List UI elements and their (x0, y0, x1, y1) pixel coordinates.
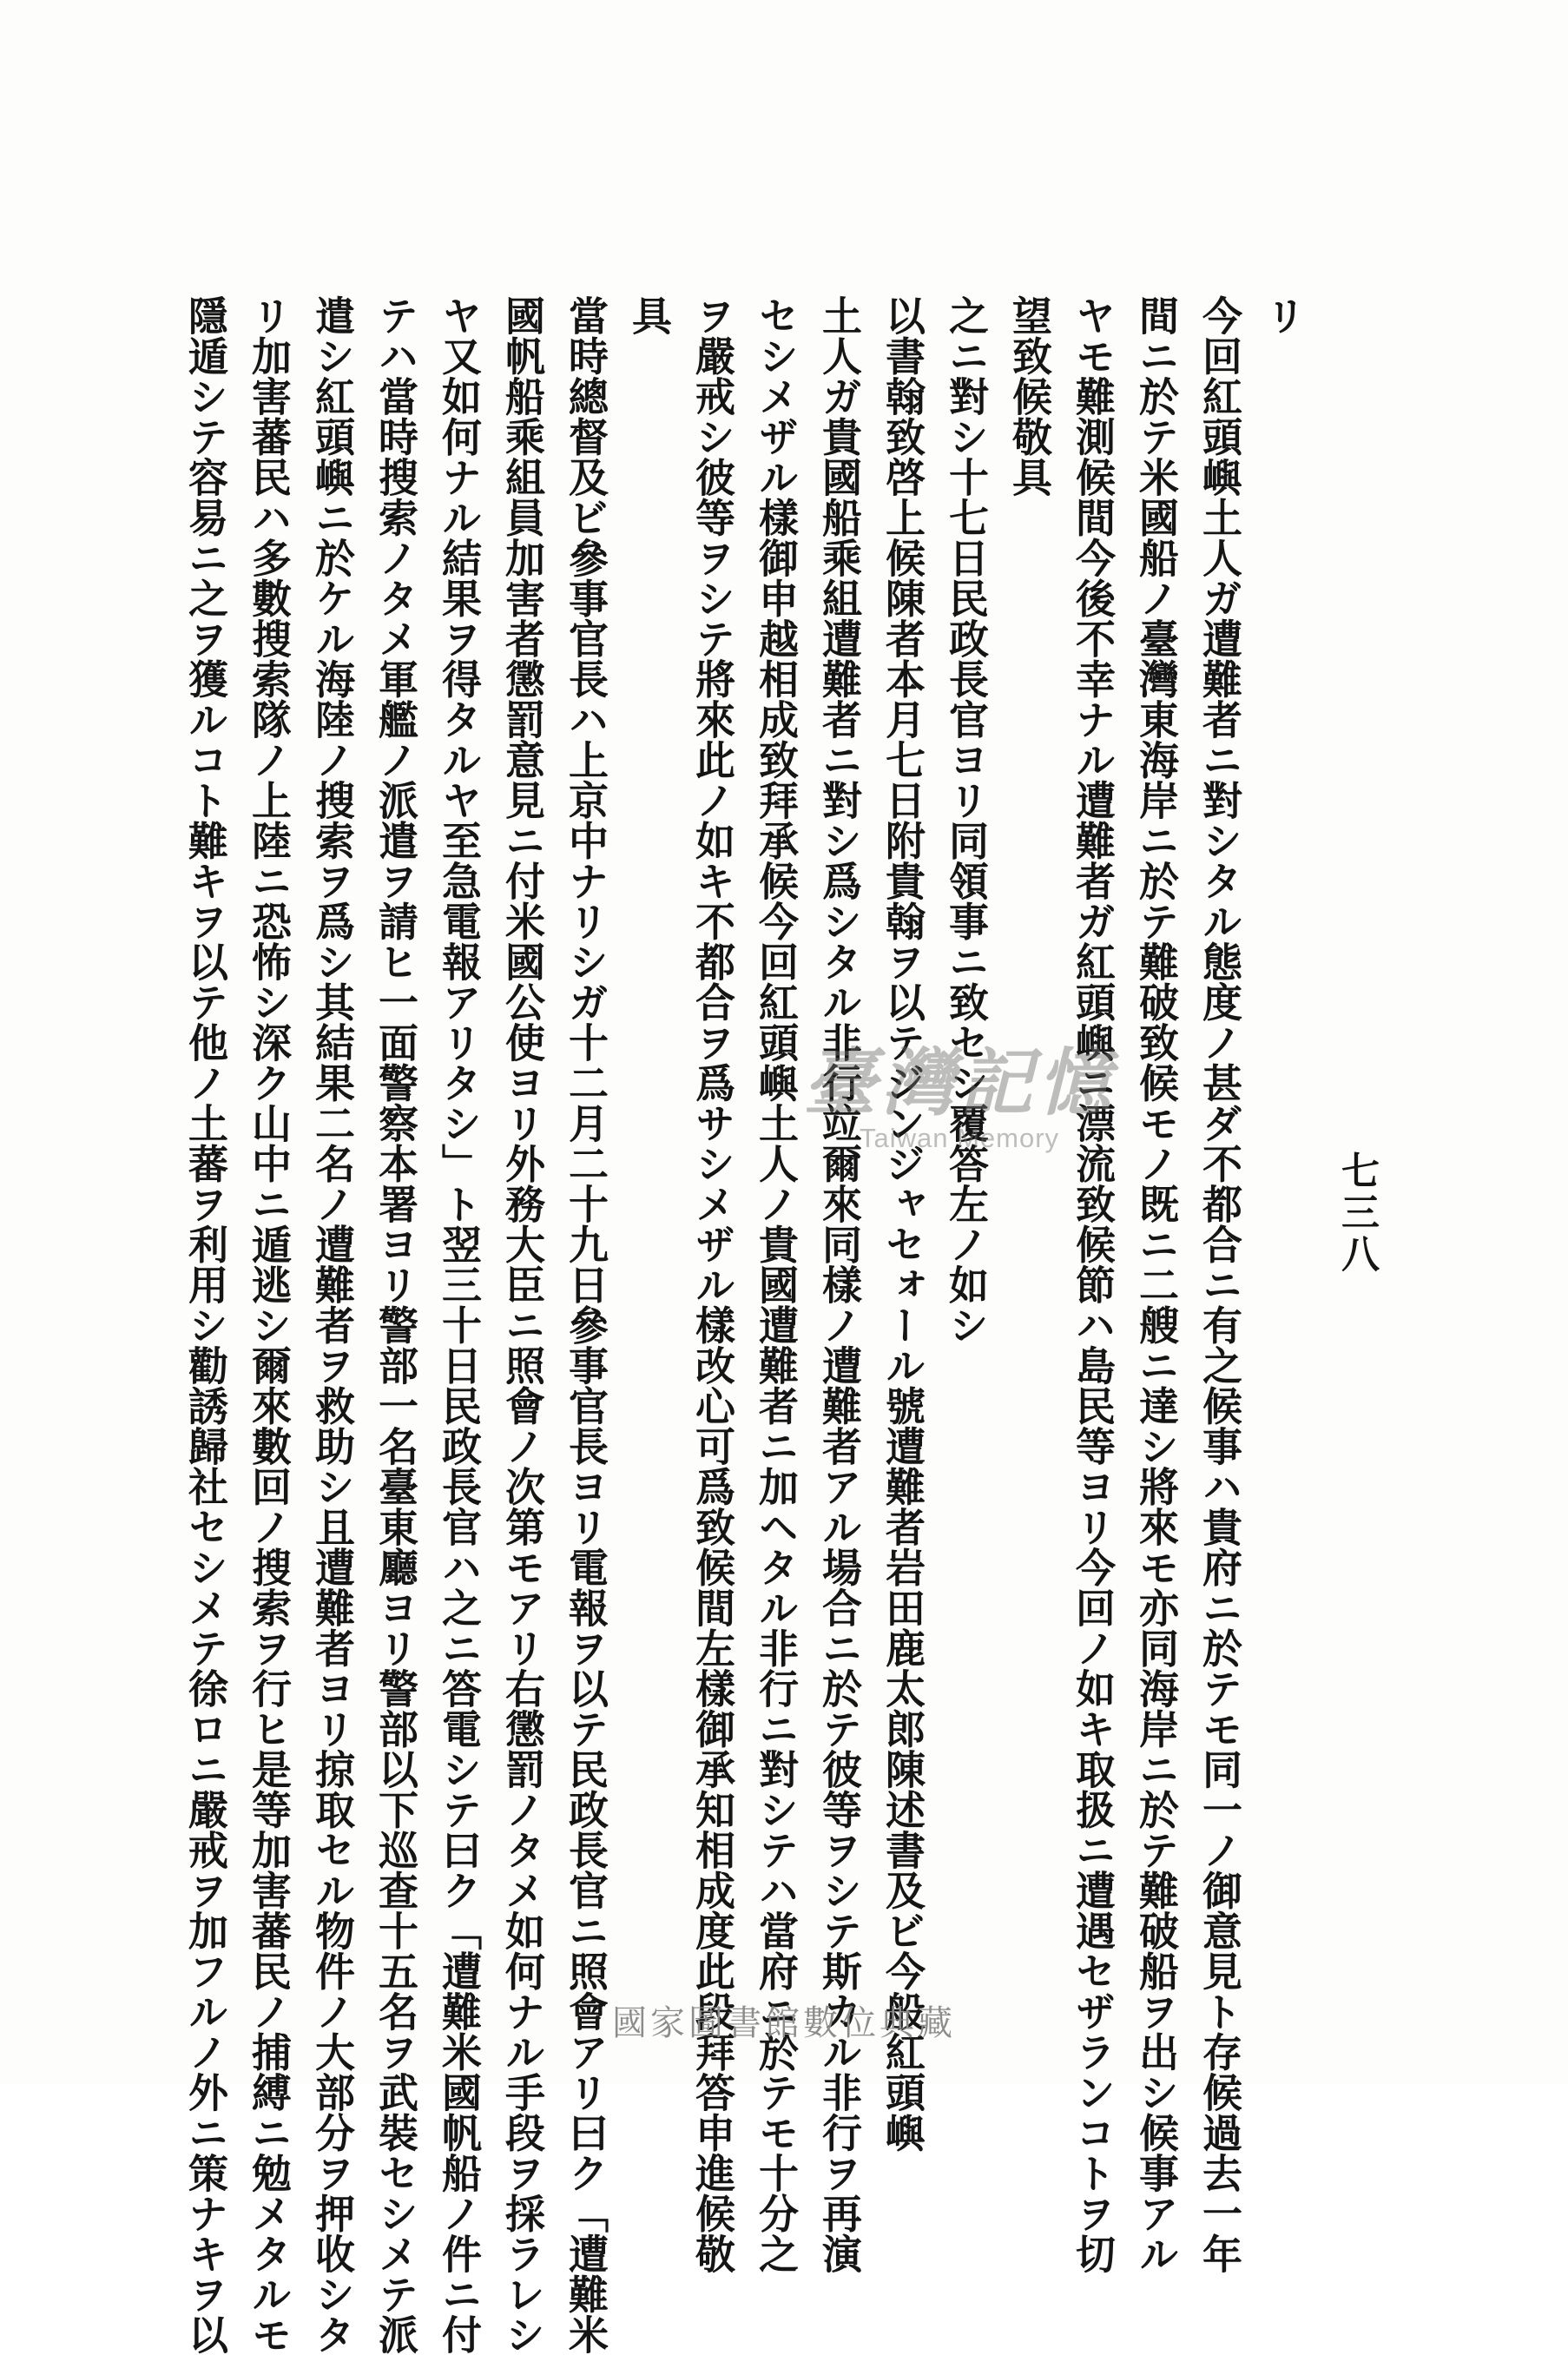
text-line: 望致候敬具 (1006, 295, 1053, 498)
footer-label: 國家圖書館數位典藏 (612, 2003, 956, 2043)
page-number: 七三八 (1334, 1151, 1379, 1276)
text-line: 隱遁シテ容易ニ之ヲ獲ルコト難キヲ以テ他ノ土蕃ヲ利用シ勸誘歸社セシメテ徐ロニ嚴戒ヲ加フルノ外ニ策ナキヲ以 (182, 295, 229, 2355)
text-line: 今回紅頭嶼土人ガ遭難者ニ對シタル態度ノ甚ダ不都合ニ有之候事ハ貴府ニ於テモ同一ノ御意見ト存候過去一年 (1196, 295, 1243, 2274)
text-line: 之ニ對シ十七日民政長官ヨリ同領事ニ致セシ覆答左ノ如シ (943, 295, 990, 1345)
text-line: 以書翰致啓上候陳者本月七日附貴翰ヲ以テジンジャセォール號遭難者岩田鹿太郎陳述書及ビ今般紅頭嶼 (880, 295, 926, 2153)
text-line: 土人ガ貴國船乘組遭難者ニ對シ爲シタル非行竝爾來同樣ノ遭難者アル場合ニ於テ彼等ヲシテ斯カル非行ヲ再演 (816, 295, 863, 2274)
watermark-title: 臺灣記憶 (802, 1039, 1116, 1125)
text-line: 當時總督及ビ參事官長ハ上京中ナリシガ十二月二十九日參事官長ヨリ電報ヲ以テ民政長官ニ照會アリ曰ク「遭難米 (563, 295, 609, 2355)
text-line: 遣シ紅頭嶼ニ於ケル海陸ノ搜索ヲ爲シ其結果二名ノ遭難者ヲ救助シ且遭難者ヨリ掠取セル物件ノ大部分ヲ押收シタ (309, 295, 356, 2355)
text-line: セシメザル樣御申越相成致拜承候今回紅頭嶼土人ノ貴國遭難者ニ加ヘタル非行ニ對シテハ當府ニ於テモ十分之 (753, 295, 800, 2274)
text-line: 國帆船乘組員加害者懲罰意見ニ付米國公使ヨリ外務大臣ニ照會ノ次第モアリ右懲罰ノタメ如何ナル手段ヲ採ラレシ (499, 295, 546, 2355)
text-line: ヲ嚴戒シ彼等ヲシテ將來此ノ如キ不都合ヲ爲サシメザル樣改心可爲致候間左樣御承知相成度此段拜答申進候敬 (689, 295, 736, 2274)
text-line: 間ニ於テ米國船ノ臺灣東海岸ニ於テ難破致候モノ既ニ二艘ニ達シ將來モ亦同海岸ニ於テ難破船ヲ出シ候事アル (1133, 295, 1180, 2274)
text-line: 具 (626, 295, 673, 336)
watermark-subtitle: Taiwan Memory (859, 1123, 1060, 1153)
text-line: テハ當時搜索ノタメ軍艦ノ派遣ヲ請ヒ一面警察本署ヨリ警部一名臺東廳ヨリ警部以下巡查十五名ヲ武裝セシメテ派 (372, 295, 419, 2355)
text-line: リ加害蕃民ハ多數搜索隊ノ上陸ニ恐怖シ深ク山中ニ遁逃シ爾來數回ノ搜索ヲ行ヒ是等加害蕃民ノ捕縛ニ勉メタルモ (246, 295, 293, 2355)
text-line: ヤ又如何ナル結果ヲ得タルヤ至急電報アリタシ」ト翌三十日民政長官ハ之ニ答電シテ曰ク「遭難米國帆船ノ件ニ付 (436, 295, 483, 2355)
text-line: リ (1260, 295, 1307, 336)
text-line: ヤモ難測候間今後不幸ナル遭難者ガ紅頭嶼ニ漂流致候節ハ島民等ヨリ今回ノ如キ取扱ニ遭遇セザランコトヲ切 (1070, 295, 1117, 2274)
